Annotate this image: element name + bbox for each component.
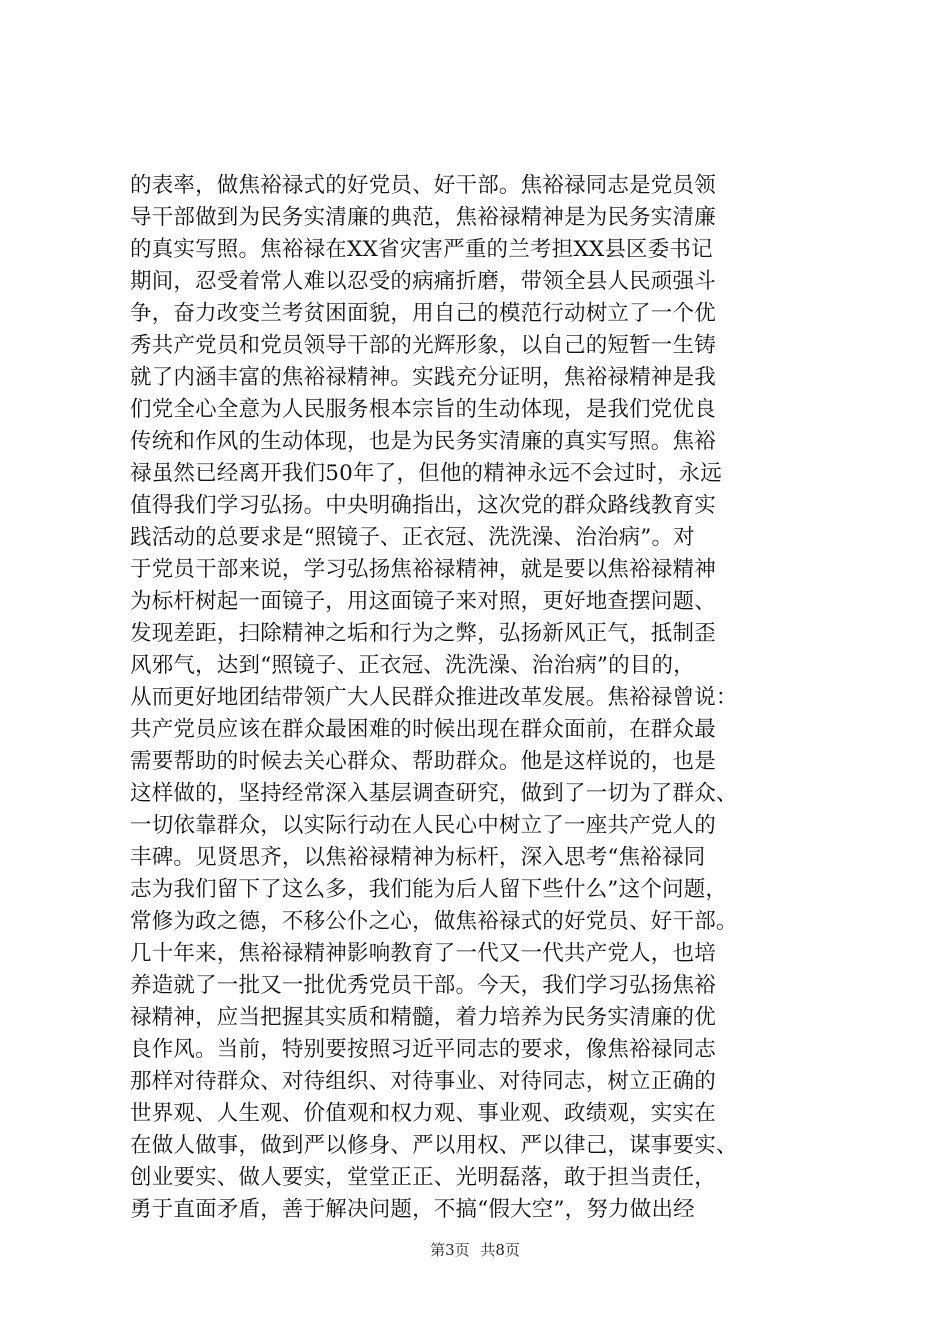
text-line: 争，奋力改变兰考贫困面貌，用自己的模范行动树立了一个优 [130, 301, 716, 326]
text-line: 发现差距，扫除精神之垢和行为之弊，弘扬新风正气，抵制歪 [130, 621, 716, 646]
text-line: 秀共产党员和党员领导干部的光辉形象，以自己的短暂一生铸 [130, 333, 716, 358]
text-line: 这样做的，坚持经常深入基层调查研究，做到了一切为了群众、 [130, 781, 738, 806]
text-line: 养造就了一批又一批优秀党员干部。今天，我们学习弘扬焦裕 [130, 973, 716, 998]
text-line: 志为我们留下了这么多，我们能为后人留下些什么”这个问题， [130, 877, 728, 902]
page-total: 共8页 [480, 1241, 520, 1259]
text-line: 良作风。当前，特别要按照习近平同志的要求，像焦裕禄同志 [130, 1037, 716, 1062]
text-line: 需要帮助的时候去关心群众、帮助群众。他是这样说的，也是 [130, 749, 716, 774]
text-line: 于党员干部来说，学习弘扬焦裕禄精神，就是要以焦裕禄精神 [130, 557, 716, 582]
text-line: 创业要实、做人要实，堂堂正正、光明磊落，敢于担当责任， [130, 1165, 716, 1190]
page-footer [0, 1240, 950, 1260]
text-line: 几十年来，焦裕禄精神影响教育了一代又一代共产党人，也培 [130, 941, 716, 966]
text-line: 那样对待群众、对待组织、对待事业、对待同志，树立正确的 [130, 1069, 716, 1094]
text-line: 禄虽然已经离开我们50年了，但他的精神永远不会过时，永远 [130, 461, 722, 486]
text-line: 们党全心全意为人民服务根本宗旨的生动体现，是我们党优良 [130, 397, 716, 422]
text-line: 导干部做到为民务实清廉的典范，焦裕禄精神是为民务实清廉 [130, 205, 716, 230]
text-line: 从而更好地团结带领广大人民群众推进改革发展。焦裕禄曾说： [130, 685, 738, 710]
text-line: 勇于直面矛盾，善于解决问题，不搞“假大空”，努力做出经 [130, 1197, 695, 1222]
text-line: 一切依靠群众，以实际行动在人民心中树立了一座共产党人的 [130, 813, 716, 838]
text-line: 值得我们学习弘扬。中央明确指出，这次党的群众路线教育实 [130, 493, 716, 518]
body-text [130, 170, 850, 1226]
text-line: 的表率，做焦裕禄式的好党员、好干部。焦裕禄同志是党员领 [130, 173, 716, 198]
text-line: 就了内涵丰富的焦裕禄精神。实践充分证明，焦裕禄精神是我 [130, 365, 716, 390]
page-number: 第3页 [430, 1241, 470, 1259]
text-line: 风邪气，达到“照镜子、正衣冠、洗洗澡、治治病”的目的， [130, 653, 695, 678]
text-line: 常修为政之德，不移公仆之心，做焦裕禄式的好党员、好干部。 [130, 909, 738, 934]
text-line: 的真实写照。焦裕禄在XX省灾害严重的兰考担XX县区委书记 [130, 237, 713, 262]
text-line: 传统和作风的生动体现，也是为民务实清廉的真实写照。焦裕 [130, 429, 716, 454]
text-line: 期间，忍受着常人难以忍受的病痛折磨，带领全县人民顽强斗 [130, 269, 716, 294]
text-line: 丰碑。见贤思齐，以焦裕禄精神为标杆，深入思考“焦裕禄同 [130, 845, 706, 870]
text-line: 禄精神，应当把握其实质和精髓，着力培养为民务实清廉的优 [130, 1005, 716, 1030]
text-line: 为标杆树起一面镜子，用这面镜子来对照，更好地查摆问题、 [130, 589, 716, 614]
text-line: 世界观、人生观、价值观和权力观、事业观、政绩观，实实在 [130, 1101, 716, 1126]
text-line: 在做人做事，做到严以修身、严以用权、严以律己，谋事要实、 [130, 1133, 738, 1158]
text-line: 践活动的总要求是“照镜子、正衣冠、洗洗澡、治治病”。对 [130, 525, 695, 550]
text-line: 共产党员应该在群众最困难的时候出现在群众面前，在群众最 [130, 717, 716, 742]
